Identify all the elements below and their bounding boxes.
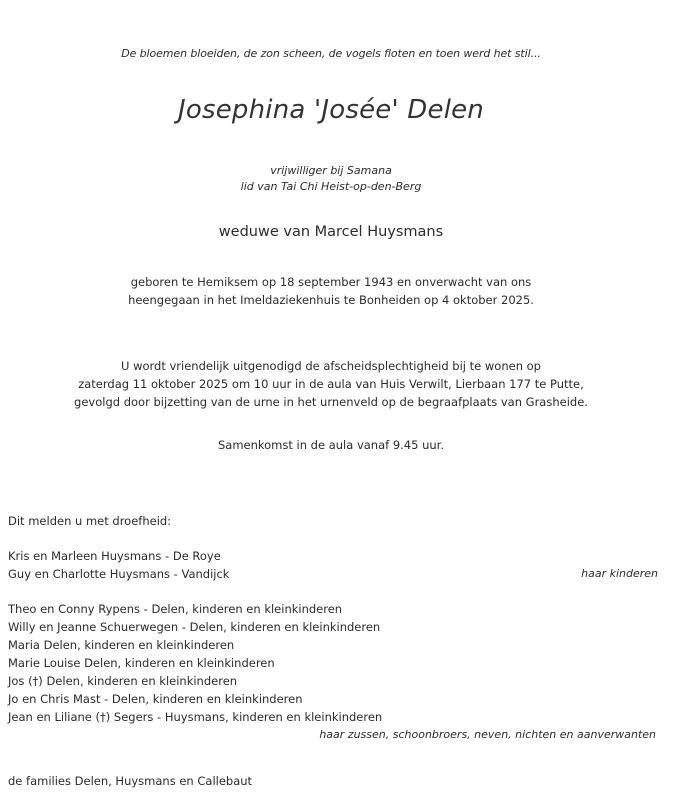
announcement: Dit melden u met droefheid: xyxy=(8,514,172,528)
role-line: vrijwilliger bij Samana xyxy=(270,164,392,177)
children-block xyxy=(8,547,658,583)
birth-line: geboren te Hemiksem op 18 september 1943 en onverwacht van ons xyxy=(130,275,532,289)
list-item: Marie Louise Delen, kinderen en kleinkinderen xyxy=(8,656,275,670)
families-line: de families Delen, Huysmans en Callebaut xyxy=(8,774,253,788)
list-item: Willy en Jeanne Schuerwegen - Delen, kinderen en kleinkinderen xyxy=(8,620,381,634)
child-name: Guy en Charlotte Huysmans - Vandijck xyxy=(8,567,230,581)
deceased-name: Josephina 'Josée' Delen xyxy=(178,95,484,125)
list-item: Maria Delen, kinderen en kleinkinderen xyxy=(8,638,235,652)
list-item: Jo en Chris Mast - Delen, kinderen en kleinkinderen xyxy=(8,692,303,706)
list-item: Jos (†) Delen, kinderen en kleinkinderen xyxy=(8,674,238,688)
role-line: lid van Tai Chi Heist-op-den-Berg xyxy=(240,180,422,193)
invitation-line: U wordt vriendelijk uitgenodigd de afscheidsplechtigheid bij te wonen op xyxy=(121,359,541,373)
list-item xyxy=(8,547,658,565)
child-name: Kris en Marleen Huysmans - De Roye xyxy=(8,549,221,563)
children-note: haar kinderen xyxy=(581,567,658,580)
birth-death-paragraph xyxy=(0,273,662,309)
list-item xyxy=(8,565,658,583)
invitation-paragraph xyxy=(0,357,662,411)
siblings-block xyxy=(8,600,658,744)
gathering-line: Samenkomst in de aula vanaf 9.45 uur. xyxy=(217,438,445,452)
death-line: heengegaan in het Imeldaziekenhuis te Bonheiden op 4 oktober 2025. xyxy=(128,293,534,307)
list-item: Theo en Conny Rypens - Delen, kinderen en kleinkinderen xyxy=(8,602,343,616)
invitation-line: zaterdag 11 oktober 2025 om 10 uur in de aula van Huis Verwilt, Lierbaan 177 te Putte, xyxy=(78,377,584,391)
list-item: Jean en Liliane (†) Segers - Huysmans, kinderen en kleinkinderen xyxy=(8,710,383,724)
siblings-note: haar zussen, schoonbroers, neven, nichten en aanverwanten xyxy=(319,728,656,741)
roles xyxy=(0,163,662,195)
widow-line: weduwe van Marcel Huysmans xyxy=(218,224,444,240)
invitation-line: gevolgd door bijzetting van de urne in het urnenveld op de begraafplaats van Grasheide. xyxy=(74,395,588,409)
motto: De bloemen bloeiden, de zon scheen, de vogels floten en toen werd het stil... xyxy=(121,47,541,60)
